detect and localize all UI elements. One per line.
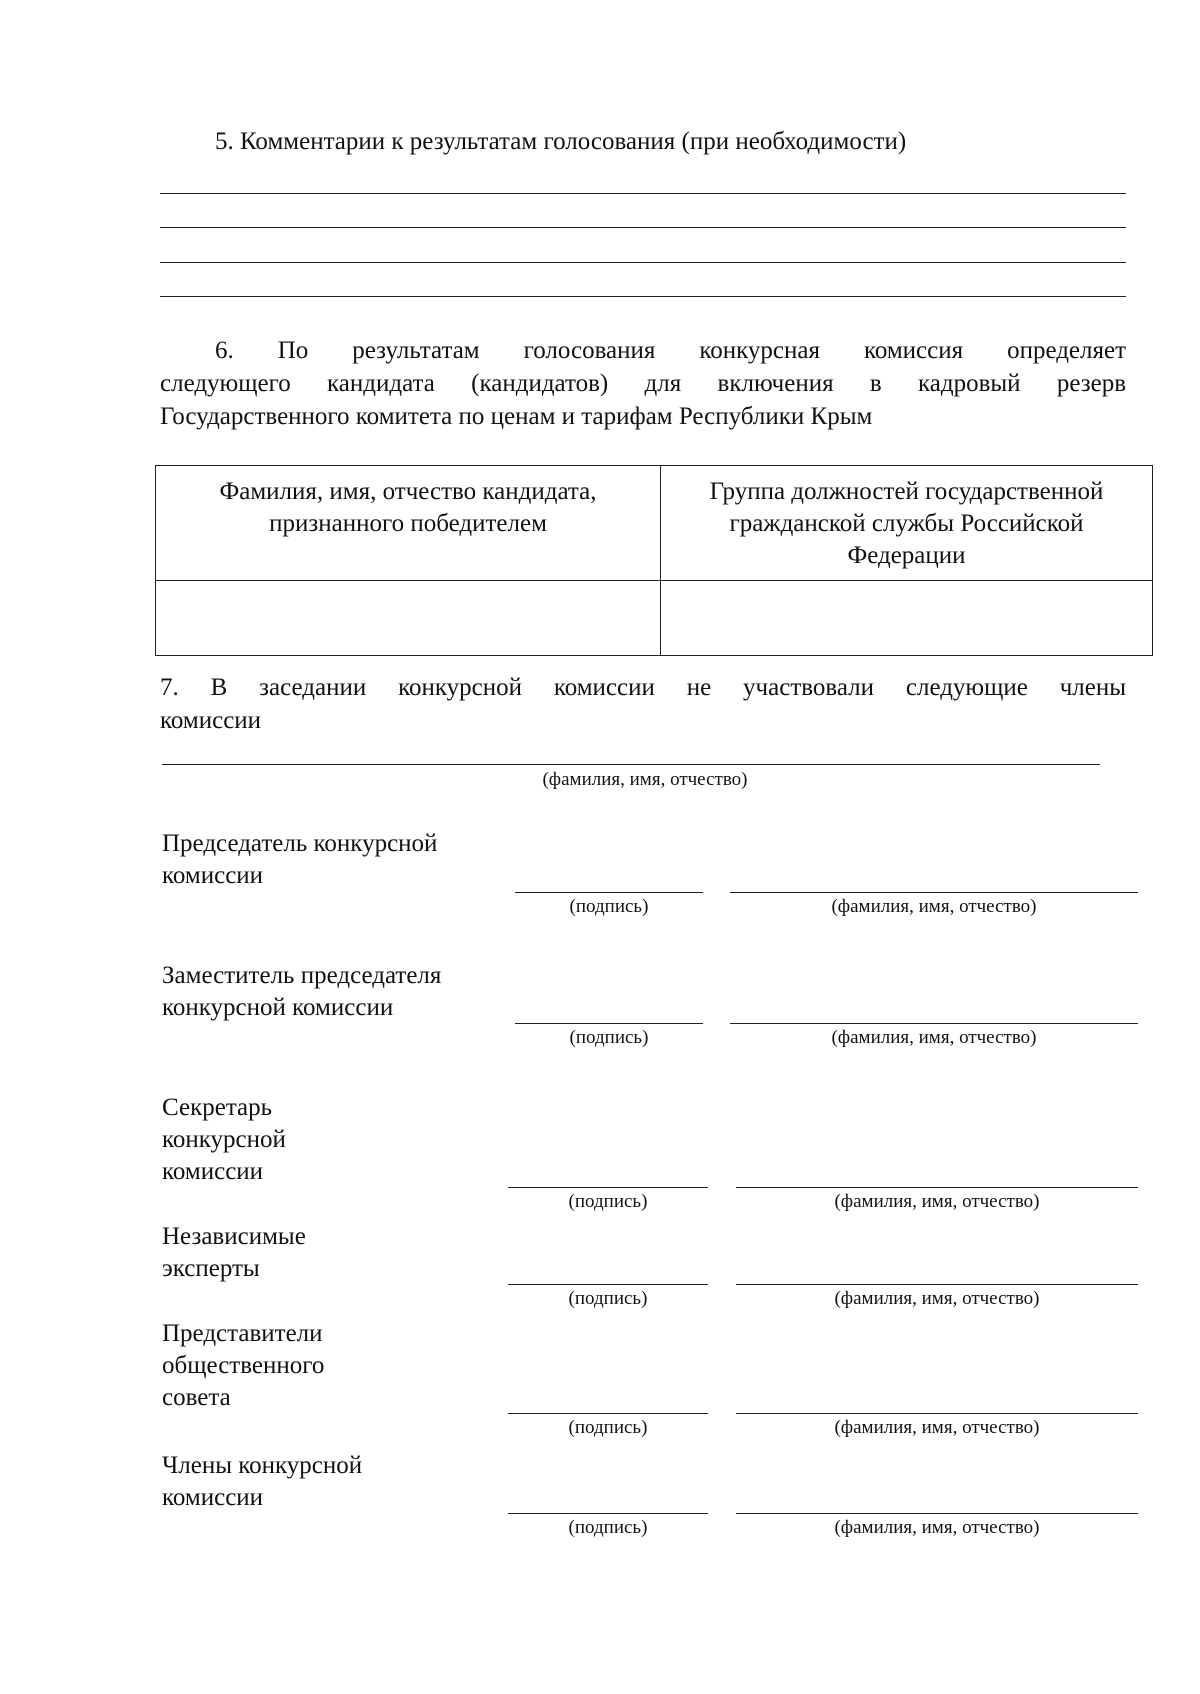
role-chairman: Председатель конкурсной комиссии <box>162 830 438 889</box>
signature-caption: (подпись) <box>568 1417 648 1438</box>
comment-line-1[interactable] <box>160 193 1126 194</box>
signature-line[interactable] <box>508 1513 708 1514</box>
section-6-line-3: Государственного комитета по ценам и тарифам Республики Крым <box>160 403 873 430</box>
word: В <box>210 674 228 701</box>
section-6-line-2 <box>160 368 1126 400</box>
header-position-group-text: Группа должностей государственной гражданской службы Российской Федерации <box>709 478 1104 569</box>
word: По <box>277 337 309 364</box>
name-line[interactable] <box>736 1413 1138 1414</box>
word: конкурсная <box>699 337 820 364</box>
word: резерв <box>1056 370 1127 397</box>
word: 6. <box>215 337 234 364</box>
section-7-line-2: комиссии <box>160 707 262 734</box>
word: голосования <box>523 337 656 364</box>
signature-line[interactable] <box>515 892 703 893</box>
role-secretary: Секретарь конкурсной комиссии <box>162 1094 286 1185</box>
comment-line-3[interactable] <box>160 262 1126 263</box>
table-cell-candidate[interactable] <box>156 581 661 656</box>
signature-caption: (подпись) <box>568 1288 648 1309</box>
name-line[interactable] <box>736 1187 1138 1188</box>
word: включения <box>717 370 834 397</box>
word: 7. <box>160 674 179 701</box>
role-independent-experts: Независимые эксперты <box>162 1223 306 1282</box>
word: члены <box>1059 674 1127 701</box>
table-header-position-group <box>661 466 1153 581</box>
word: участвовали <box>743 674 875 701</box>
name-line[interactable] <box>736 1513 1138 1514</box>
signature-line[interactable] <box>508 1284 708 1285</box>
word: результатам <box>352 337 480 364</box>
comment-line-4[interactable] <box>160 296 1126 297</box>
word: в <box>869 370 882 397</box>
name-caption: (фамилия, имя, отчество) <box>834 1517 1040 1538</box>
word: (кандидатов) <box>471 370 609 397</box>
name-line[interactable] <box>730 1023 1138 1024</box>
word: конкурсной <box>398 674 522 701</box>
table-row <box>156 581 1153 656</box>
role-vice-chairman: Заместитель председателя конкурсной комиссии <box>162 962 442 1021</box>
signature-caption: (подпись) <box>568 1517 648 1538</box>
word: комиссия <box>863 337 964 364</box>
name-line[interactable] <box>736 1284 1138 1285</box>
table-cell-position-group[interactable] <box>661 581 1153 656</box>
comment-line-2[interactable] <box>160 227 1126 228</box>
signature-caption: (подпись) <box>569 1027 649 1048</box>
header-candidate-text: Фамилия, имя, отчество кандидата, признанного победителем <box>219 478 597 537</box>
name-caption: (фамилия, имя, отчество) <box>831 1027 1037 1048</box>
absent-members-line[interactable] <box>162 764 1100 765</box>
role-public-council: Представители общественного совета <box>162 1320 325 1411</box>
section-7-line-1 <box>160 672 1126 704</box>
signature-caption: (подпись) <box>569 896 649 917</box>
name-caption: (фамилия, имя, отчество) <box>834 1288 1040 1309</box>
word: определяет <box>1007 337 1127 364</box>
table-header-row <box>156 466 1153 581</box>
section-5-heading: 5. Комментарии к результатам голосования (при необходимости) <box>215 128 907 155</box>
absent-members-caption: (фамилия, имя, отчество) <box>542 769 748 790</box>
word: следующие <box>905 674 1028 701</box>
signature-caption: (подпись) <box>568 1191 648 1212</box>
section-6-line-1 <box>160 335 1126 367</box>
name-line[interactable] <box>730 892 1138 893</box>
word: заседании <box>259 674 367 701</box>
signature-line[interactable] <box>515 1023 703 1024</box>
name-caption: (фамилия, имя, отчество) <box>831 896 1037 917</box>
signature-line[interactable] <box>508 1413 708 1414</box>
name-caption: (фамилия, имя, отчество) <box>834 1417 1040 1438</box>
word: комиссии <box>553 674 655 701</box>
word: кадровый <box>918 370 1021 397</box>
signature-line[interactable] <box>508 1187 708 1188</box>
role-commission-members: Члены конкурсной комиссии <box>162 1452 363 1511</box>
name-caption: (фамилия, имя, отчество) <box>834 1191 1040 1212</box>
word: следующего <box>160 370 291 397</box>
word: кандидата <box>327 370 435 397</box>
winners-table <box>155 465 1153 656</box>
word: не <box>686 674 712 701</box>
word: для <box>644 370 682 397</box>
table-header-candidate <box>156 466 661 581</box>
